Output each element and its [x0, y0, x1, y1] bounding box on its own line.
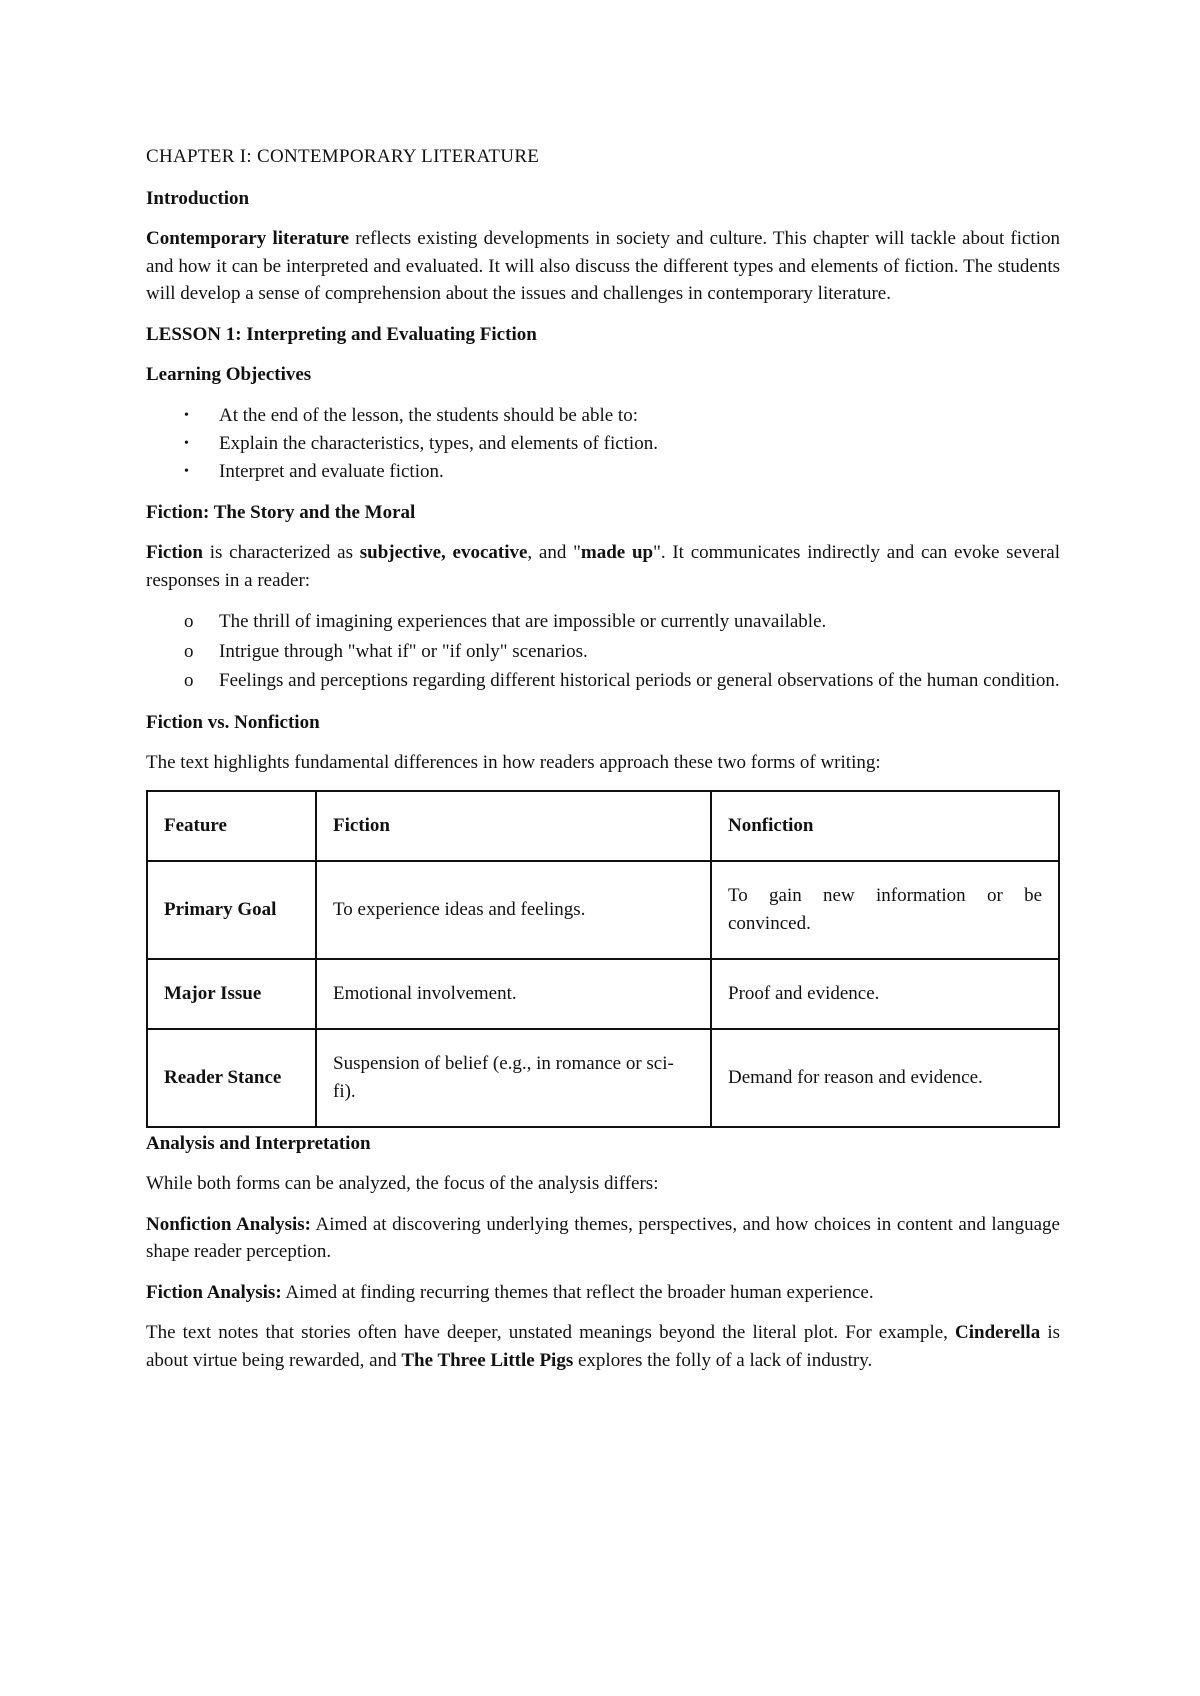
reader-responses-list [146, 607, 1060, 696]
analysis-intro: While both forms can be analyzed, the focus of the analysis differs: [146, 1173, 659, 1194]
objective-text: At the end of the lesson, the students should be able to: [219, 404, 638, 426]
list-item [146, 607, 1060, 637]
fiction-text: is characterized as [203, 542, 360, 563]
response-text: Feelings and perceptions regarding different historical periods or general observations of the human condition. [219, 670, 1060, 691]
fiction-text: , and " [527, 542, 581, 563]
introduction-paragraph [146, 225, 1060, 308]
table-row [147, 861, 1059, 959]
table-cell: Demand for reason and evidence. [711, 1029, 1059, 1127]
comparison-intro: The text highlights fundamental differences in how readers approach these two forms of writing: [146, 752, 881, 773]
objective-text: Explain the characteristics, types, and elements of fiction. [219, 432, 658, 454]
list-item [146, 458, 1060, 486]
nonfiction-analysis-label: Nonfiction Analysis: [146, 1213, 311, 1235]
table-header-cell: Feature [147, 791, 316, 861]
fiction-text: ". It communicates indirectly and can evoke several responses in a reader: [146, 542, 1060, 591]
list-item [146, 430, 1060, 458]
introduction-text: reflects existing developments in society and culture. This chapter will tackle about fiction and how it can be interpreted and evaluated. It will also discuss the different types and elements of fiction. The students will develop a sense of comprehension about the issues and challenges in contemporary literature. [146, 228, 1060, 304]
made-up-term: made up [580, 542, 654, 563]
circle-bullet-icon: o [184, 670, 194, 691]
document-page [146, 143, 1060, 1387]
learning-objectives-list [146, 402, 1060, 486]
table-cell: Emotional involvement. [316, 959, 711, 1029]
table-cell: To experience ideas and feelings. [316, 861, 711, 959]
bullet-icon: • [184, 435, 189, 451]
three-little-pigs-title: The Three Little Pigs [401, 1349, 574, 1371]
bullet-icon: • [184, 463, 189, 479]
table-cell: Major Issue [147, 959, 316, 1029]
table-cell: Primary Goal [147, 861, 316, 959]
table-header-cell: Nonfiction [711, 791, 1059, 861]
closing-text: is about virtue being rewarded, and [146, 1322, 1060, 1371]
table-cell: Proof and evidence. [711, 959, 1059, 1029]
list-item [146, 637, 1060, 667]
closing-text: The text notes that stories often have deeper, unstated meanings beyond the literal plot. For example, [146, 1322, 956, 1343]
analysis-heading: Analysis and Interpretation [146, 1132, 371, 1154]
list-item [146, 402, 1060, 430]
contemporary-literature-term: Contemporary literature [146, 228, 350, 249]
table-cell: Reader Stance [147, 1029, 316, 1127]
bullet-icon: • [184, 407, 189, 423]
introduction-heading: Introduction [146, 187, 250, 209]
fiction-vs-nonfiction-heading: Fiction vs. Nonfiction [146, 711, 320, 733]
objective-text: Interpret and evaluate fiction. [219, 460, 444, 482]
cinderella-title: Cinderella [955, 1322, 1041, 1343]
comparison-table [146, 790, 1060, 1128]
circle-bullet-icon: o [184, 640, 194, 662]
fiction-term: Fiction [146, 542, 203, 563]
fiction-analysis-label: Fiction Analysis: [146, 1281, 282, 1303]
fiction-story-heading: Fiction: The Story and the Moral [146, 501, 416, 523]
learning-objectives-heading: Learning Objectives [146, 364, 312, 385]
table-header-row [147, 791, 1059, 861]
circle-bullet-icon: o [184, 611, 194, 632]
closing-text: explores the folly of a lack of industry. [573, 1349, 873, 1371]
closing-paragraph [146, 1319, 1060, 1374]
chapter-title: CHAPTER I: CONTEMPORARY LITERATURE [146, 146, 540, 167]
response-text: The thrill of imagining experiences that are impossible or currently unavailable. [219, 611, 827, 632]
nonfiction-analysis-text: Aimed at discovering underlying themes, perspectives, and how choices in content and language shape reader perception. [146, 1213, 1060, 1262]
lesson-title: LESSON 1: Interpreting and Evaluating Fiction [146, 323, 537, 345]
table-row [147, 1029, 1059, 1127]
table-cell: Suspension of belief (e.g., in romance or sci-fi). [316, 1029, 711, 1127]
table-header-cell: Fiction [316, 791, 711, 861]
table-cell: To gain new information or be convinced. [711, 861, 1059, 959]
subjective-evocative-term: subjective, evocative [359, 542, 528, 563]
fiction-paragraph [146, 539, 1060, 594]
fiction-analysis-paragraph [146, 1279, 1060, 1307]
fiction-analysis-text: Aimed at finding recurring themes that reflect the broader human experience. [281, 1281, 874, 1303]
nonfiction-analysis-paragraph [146, 1211, 1060, 1266]
table-row [147, 959, 1059, 1029]
response-text: Intrigue through "what if" or "if only" scenarios. [219, 640, 588, 662]
list-item [146, 666, 1060, 696]
